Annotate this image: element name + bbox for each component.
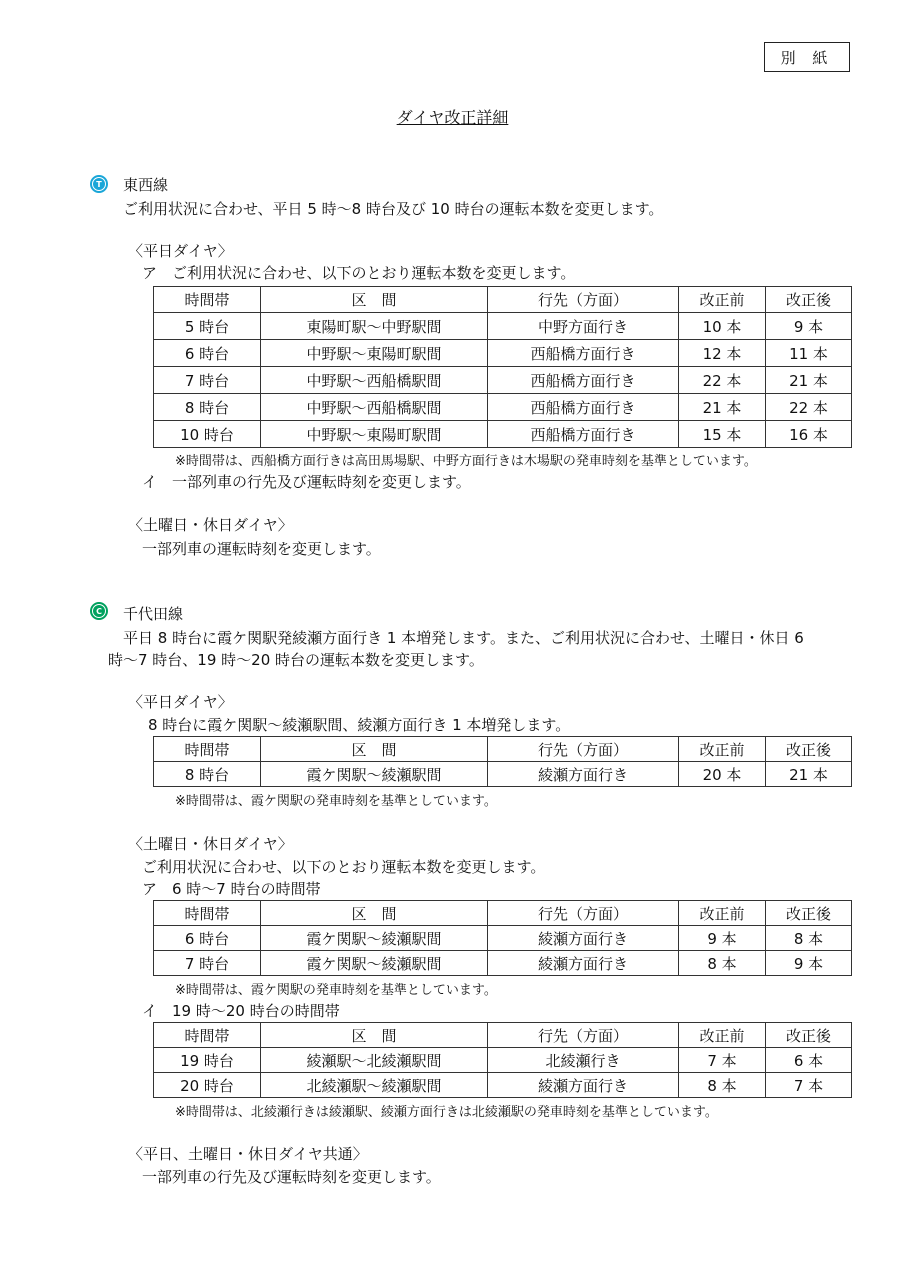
table-cell: 霞ケ関駅～綾瀬駅間 — [261, 762, 488, 787]
table-cell: 11 本 — [766, 340, 852, 367]
table-cell: 中野駅～東陽町駅間 — [261, 340, 488, 367]
chiyoda-weekday-note: ※時間帯は、霞ケ関駅の発車時刻を基準としています。 — [175, 794, 497, 809]
table-cell: 8 本 — [766, 926, 852, 951]
table-header-row — [154, 1023, 852, 1048]
table-row — [154, 1073, 852, 1098]
tozai-weekend-text: 一部列車の運転時刻を変更します。 — [142, 540, 381, 558]
table-cell: 9 本 — [766, 951, 852, 976]
table-cell: 6 時台 — [154, 926, 261, 951]
table-header-cell: 時間帯 — [154, 901, 261, 926]
table-cell: 綾瀬方面行き — [488, 1073, 679, 1098]
table-header-row — [154, 901, 852, 926]
tozai-intro: ご利用状況に合わせ、平日 5 時～8 時台及び 10 時台の運転本数を変更します。 — [123, 200, 664, 218]
table-cell: 7 時台 — [154, 367, 261, 394]
table-cell: 8 時台 — [154, 762, 261, 787]
table-header-cell: 区 間 — [261, 737, 488, 762]
table-cell: 21 本 — [766, 762, 852, 787]
table-header-cell: 行先（方面） — [488, 1023, 679, 1048]
table-cell: 20 時台 — [154, 1073, 261, 1098]
chiyoda-line-icon: C — [90, 602, 108, 620]
table-header-cell: 改正前 — [679, 737, 766, 762]
chiyoda-weekday-heading: 〈平日ダイヤ〉 — [128, 693, 233, 711]
table-cell: 9 本 — [679, 926, 766, 951]
chiyoda-weekend-text: ご利用状況に合わせ、以下のとおり運転本数を変更します。 — [142, 858, 546, 876]
tozai-item-b: イ 一部列車の行先及び運転時刻を変更します。 — [142, 473, 471, 491]
chiyoda-line-name: 千代田線 — [123, 605, 184, 623]
chiyoda-common-text: 一部列車の行先及び運転時刻を変更します。 — [142, 1168, 441, 1186]
table-header-cell: 時間帯 — [154, 287, 261, 313]
table-row — [154, 926, 852, 951]
chiyoda-timetable-a — [153, 900, 852, 976]
table-cell: 中野駅～西船橋駅間 — [261, 367, 488, 394]
table-cell: 中野駅～西船橋駅間 — [261, 394, 488, 421]
table-cell: 8 時台 — [154, 394, 261, 421]
table-cell: 21 本 — [766, 367, 852, 394]
table-cell: 5 時台 — [154, 313, 261, 340]
table-row — [154, 951, 852, 976]
table-cell: 綾瀬方面行き — [488, 951, 679, 976]
table-header-cell: 区 間 — [261, 287, 488, 313]
table-cell: 北綾瀬行き — [488, 1048, 679, 1073]
attachment-label: 別 紙 — [764, 42, 850, 72]
chiyoda-note-a: ※時間帯は、霞ケ関駅の発車時刻を基準としています。 — [175, 983, 497, 998]
table-header-cell: 行先（方面） — [488, 901, 679, 926]
chiyoda-weekday-timetable — [153, 736, 852, 787]
table-row — [154, 367, 852, 394]
table-header-cell: 改正後 — [766, 287, 852, 313]
table-header-cell: 時間帯 — [154, 1023, 261, 1048]
table-cell: 6 本 — [766, 1048, 852, 1073]
table-cell: 中野駅～東陽町駅間 — [261, 421, 488, 448]
table-cell: 10 本 — [679, 313, 766, 340]
table-header-cell: 改正前 — [679, 287, 766, 313]
table-header-cell: 改正前 — [679, 1023, 766, 1048]
table-cell: 22 本 — [679, 367, 766, 394]
table-row — [154, 340, 852, 367]
table-row — [154, 762, 852, 787]
table-cell: 8 本 — [679, 951, 766, 976]
table-cell: 7 本 — [766, 1073, 852, 1098]
table-header-cell: 区 間 — [261, 901, 488, 926]
page-title: ダイヤ改正詳細 — [396, 108, 509, 127]
tozai-weekday-heading: 〈平日ダイヤ〉 — [128, 242, 233, 260]
table-cell: 西船橋方面行き — [488, 394, 679, 421]
table-cell: 15 本 — [679, 421, 766, 448]
table-cell: 10 時台 — [154, 421, 261, 448]
tozai-line-name: 東西線 — [123, 176, 169, 194]
table-cell: 綾瀬方面行き — [488, 926, 679, 951]
table-cell: 6 時台 — [154, 340, 261, 367]
table-cell: 16 本 — [766, 421, 852, 448]
table-cell: 19 時台 — [154, 1048, 261, 1073]
table-header-cell: 行先（方面） — [488, 287, 679, 313]
table-cell: 8 本 — [679, 1073, 766, 1098]
table-header-cell: 改正後 — [766, 901, 852, 926]
table-cell: 21 本 — [679, 394, 766, 421]
table-cell: 霞ケ関駅～綾瀬駅間 — [261, 951, 488, 976]
table-header-cell: 改正後 — [766, 737, 852, 762]
tozai-item-a: ア ご利用状況に合わせ、以下のとおり運転本数を変更します。 — [142, 264, 576, 282]
table-header-cell: 行先（方面） — [488, 737, 679, 762]
tozai-table-note: ※時間帯は、西船橋方面行きは高田馬場駅、中野方面行きは木場駅の発車時刻を基準としています。 — [175, 454, 757, 469]
tozai-timetable — [153, 286, 852, 448]
chiyoda-weekend-heading: 〈土曜日・休日ダイヤ〉 — [128, 835, 293, 853]
table-cell: 9 本 — [766, 313, 852, 340]
chiyoda-common-heading: 〈平日、土曜日・休日ダイヤ共通〉 — [128, 1145, 368, 1163]
table-header-row — [154, 737, 852, 762]
table-cell: 西船橋方面行き — [488, 340, 679, 367]
chiyoda-item-a: ア 6 時～7 時台の時間帯 — [142, 880, 321, 898]
table-cell: 東陽町駅～中野駅間 — [261, 313, 488, 340]
table-cell: 綾瀬駅～北綾瀬駅間 — [261, 1048, 488, 1073]
table-cell: 22 本 — [766, 394, 852, 421]
chiyoda-timetable-b — [153, 1022, 852, 1098]
table-row — [154, 394, 852, 421]
table-header-cell: 改正前 — [679, 901, 766, 926]
table-cell: 中野方面行き — [488, 313, 679, 340]
table-cell: 7 本 — [679, 1048, 766, 1073]
table-cell: 西船橋方面行き — [488, 421, 679, 448]
table-header-cell: 時間帯 — [154, 737, 261, 762]
table-header-cell: 区 間 — [261, 1023, 488, 1048]
chiyoda-intro-line-1: 平日 8 時台に霞ケ関駅発綾瀬方面行き 1 本増発します。また、ご利用状況に合わせ、土曜日・休日 6 — [123, 629, 804, 647]
chiyoda-item-b: イ 19 時～20 時台の時間帯 — [142, 1002, 340, 1020]
table-cell: 20 本 — [679, 762, 766, 787]
chiyoda-weekday-text: 8 時台に霞ケ関駅～綾瀬駅間、綾瀬方面行き 1 本増発します。 — [148, 716, 571, 734]
tozai-line-icon: T — [90, 175, 108, 193]
table-cell: 北綾瀬駅～綾瀬駅間 — [261, 1073, 488, 1098]
table-cell: 12 本 — [679, 340, 766, 367]
table-header-cell: 改正後 — [766, 1023, 852, 1048]
table-cell: 西船橋方面行き — [488, 367, 679, 394]
tozai-weekend-heading: 〈土曜日・休日ダイヤ〉 — [128, 516, 293, 534]
table-row — [154, 1048, 852, 1073]
table-cell: 7 時台 — [154, 951, 261, 976]
table-cell: 綾瀬方面行き — [488, 762, 679, 787]
table-row — [154, 421, 852, 448]
table-cell: 霞ケ関駅～綾瀬駅間 — [261, 926, 488, 951]
chiyoda-intro-line-2: 時～7 時台、19 時～20 時台の運転本数を変更します。 — [108, 651, 484, 669]
chiyoda-note-b: ※時間帯は、北綾瀬行きは綾瀬駅、綾瀬方面行きは北綾瀬駅の発車時刻を基準としています。 — [175, 1105, 718, 1120]
table-row — [154, 313, 852, 340]
table-header-row — [154, 287, 852, 313]
